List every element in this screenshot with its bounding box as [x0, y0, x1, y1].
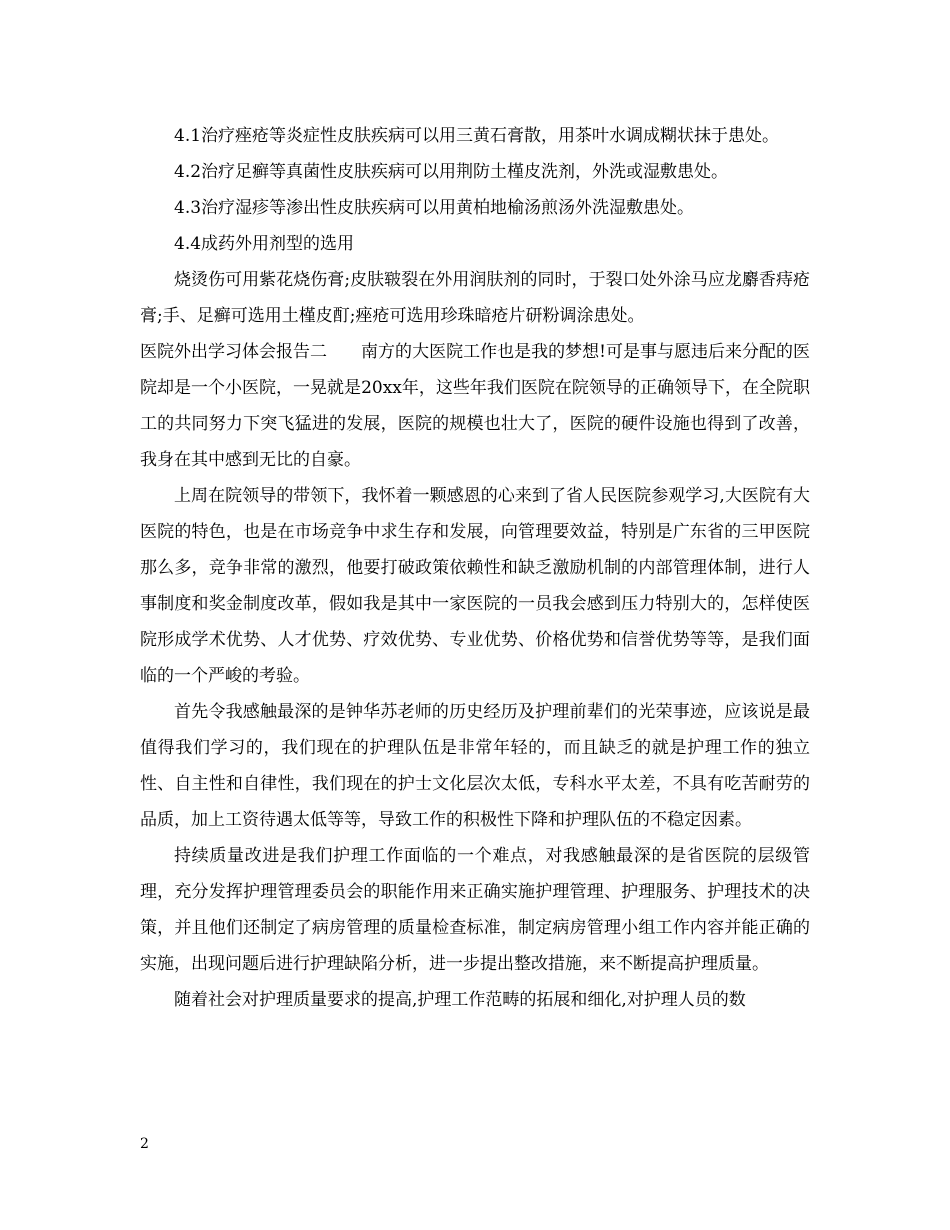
- paragraph-topical-agents: 烧烫伤可用紫花烧伤膏;皮肤皲裂在外用润肤剂的同时，于裂口处外涂马应龙麝香痔疮膏;手、足癣可选用土槿皮酊;痤疮可选用珍珠暗疮片研粉调涂患处。: [140, 270, 810, 326]
- paragraph-nursing-demands: 随着社会对护理质量要求的提高,护理工作范畴的拓展和细化,对护理人员的数: [174, 990, 746, 1010]
- paragraph-quality-improvement: 持续质量改进是我们护理工作面临的一个难点，对我感触最深的是省医院的层级管理，充分发挥护理管理委员会的职能作用来正确实施护理管理、护理服务、护理技术的决策，并且他们还制定了病房管理的质量检查标准，制定病房管理小组工作内容并能正确的实施，出现问题后进行护理缺陷分析，进一步提出整改措施，来不断提高护理质量。: [140, 846, 810, 974]
- paragraph-4-3: 4.3治疗湿疹等渗出性皮肤疾病可以用黄柏地榆汤煎汤外洗湿敷患处。: [174, 198, 695, 218]
- paragraph-study-visit: 上周在院领导的带领下，我怀着一颗感恩的心来到了省人民医院参观学习,大医院有大医院的特色，也是在市场竞争中求生存和发展，向管理要效益，特别是广东省的三甲医院那么多，竞争非常的激烈，他要打破政策依赖性和缺乏激励机制的内部管理体制，进行人事制度和奖金制度改革，假如我是其中一家医院的一员我会感到压力特别大的，怎样使医院形成学术优势、人才优势、疗效优势、专业优势、价格优势和信誉优势等等，是我们面临的一个严峻的考验。: [140, 486, 810, 686]
- page-number: 2: [140, 1136, 149, 1152]
- paragraph-nursing-history: 首先令我感触最深的是钟华苏老师的历史经历及护理前辈们的光荣事迹，应该说是最值得我们学习的，我们现在的护理队伍是非常年轻的，而且缺乏的就是护理工作的独立性、自主性和自律性，我们现在的护士文化层次太低，专科水平太差，不具有吃苦耐劳的品质，加上工资待遇太低等等，导致工作的积极性下降和护理队伍的不稳定因素。: [140, 702, 810, 830]
- report-two-intro-paragraph: 医院外出学习体会报告二 南方的大医院工作也是我的梦想!可是事与愿违后来分配的医院却是一个小医院，一晃就是20xx年，这些年我们医院在院领导的正确领导下，在全院职工的共同努力下突飞猛进的发展，医院的规模也壮大了，医院的硬件设施也得到了改善，我身在其中感到无比的自豪。: [140, 342, 810, 470]
- paragraph-4-1: 4.1治疗痤疮等炎症性皮肤疾病可以用三黄石膏散，用茶叶水调成糊状抹于患处。: [174, 126, 780, 146]
- paragraph-4-2: 4.2治疗足癣等真菌性皮肤疾病可以用荆防土槿皮洗剂，外洗或湿敷患处。: [174, 162, 729, 182]
- document-body: [140, 118, 810, 1018]
- paragraph-4-4-heading: 4.4成药外用剂型的选用: [174, 234, 355, 254]
